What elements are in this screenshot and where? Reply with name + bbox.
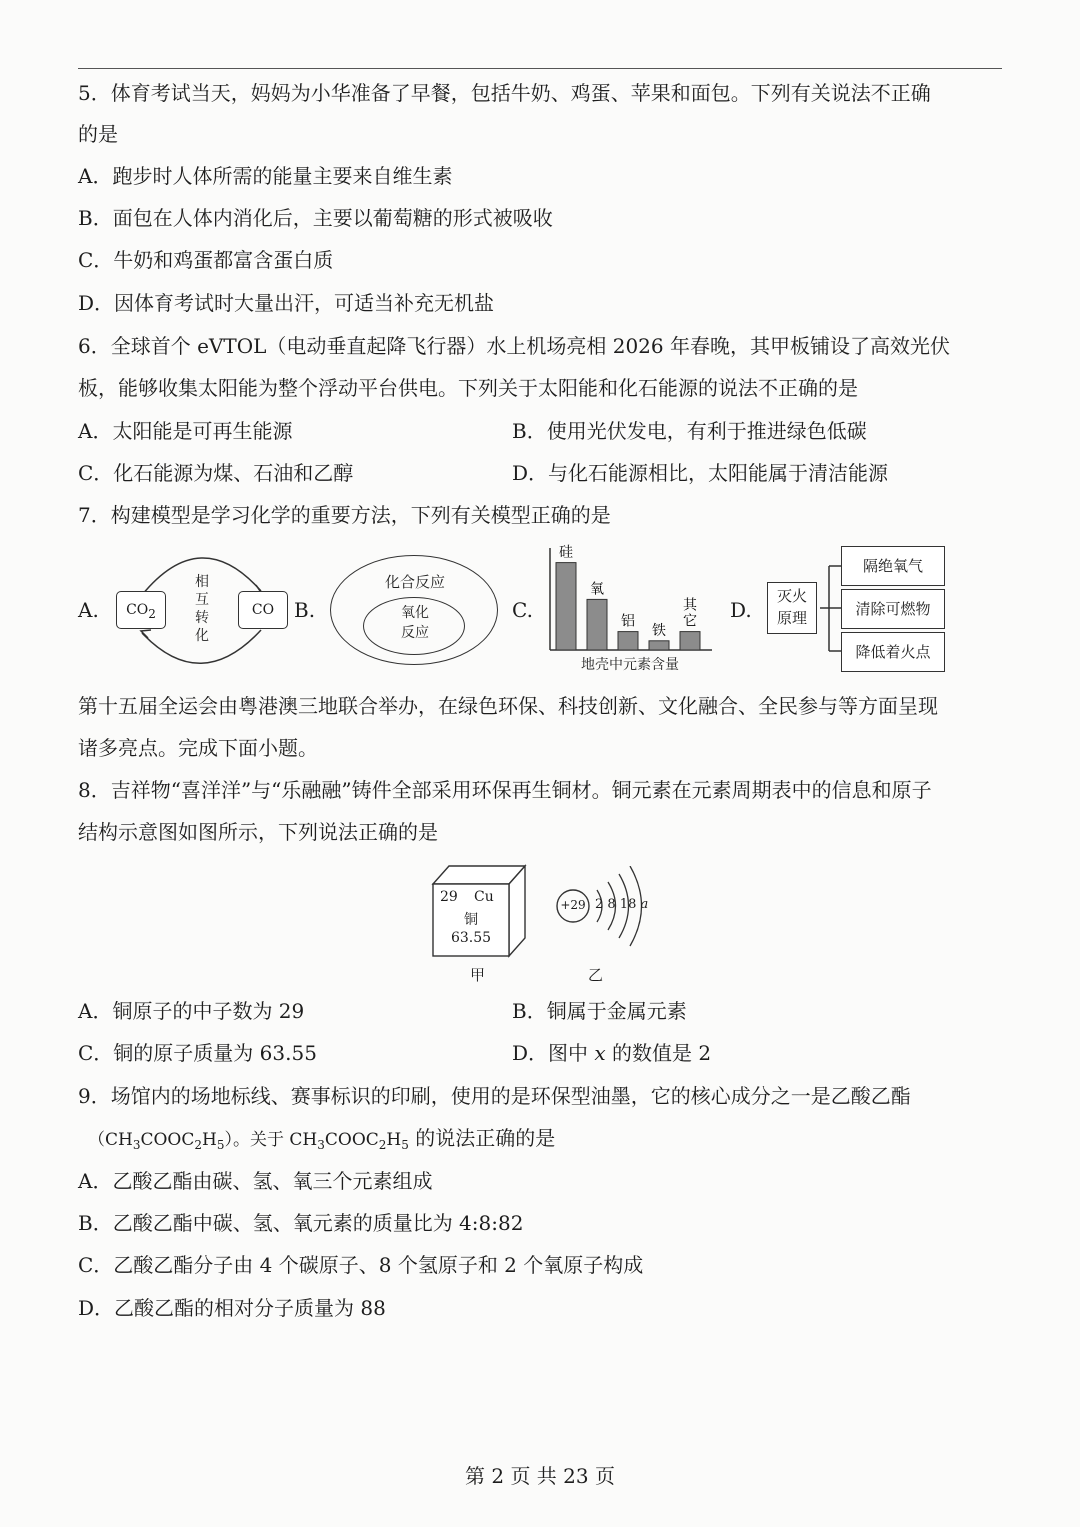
q5-option-d: D．因体育考试时大量出汗，可适当补充无机盐 <box>78 291 495 315</box>
q8-option-a: A．铜原子的中子数为 29 <box>78 999 305 1023</box>
bar-label-3: 铁 <box>652 622 666 639</box>
q6-option-d: D．与化石能源相比，太阳能属于清洁能源 <box>512 461 889 485</box>
bar-label-1: 氧 <box>590 581 604 598</box>
fire-extinguish-principle-box: 灭火 原理 <box>767 582 817 634</box>
q7-figure-a <box>106 545 296 675</box>
lower-ignition-point-box: 降低着火点 <box>841 632 945 672</box>
q5-option-b: B．面包在人体内消化后，主要以葡萄糖的形式被吸收 <box>78 206 553 230</box>
q9-stem-line1: 9．场馆内的场地标线、赛事标识的印刷，使用的是环保型油墨，它的核心成分之一是乙酸乙酯 <box>78 1084 911 1108</box>
intro-line2: 诸多亮点。完成下面小题。 <box>78 736 318 760</box>
bar-0 <box>556 563 576 650</box>
q7-option-a-label: A. <box>78 598 99 622</box>
mutual-conversion-label: 相 互 转 化 <box>195 574 209 644</box>
shell-variable: a <box>640 897 649 912</box>
element-symbol: Cu <box>474 889 494 905</box>
bar-label-2: 铝 <box>621 613 635 630</box>
q8-stem-line1: 8．吉祥物“喜洋洋”与“乐融融”铸件全部采用环保再生铜材。铜元素在元素周期表中的信息和原子 <box>78 778 932 802</box>
q5-option-a: A．跑步时人体所需的能量主要来自维生素 <box>78 164 453 188</box>
q6-option-a: A．太阳能是可再生能源 <box>78 419 293 443</box>
intro-line1: 第十五届全运会由粤港澳三地联合举办，在绿色环保、科技创新、文化融合、全民参与等方面呈现 <box>78 694 938 718</box>
q9-option-b: B．乙酸乙酯中碳、氢、氧元素的质量比为 4:8:82 <box>78 1211 524 1235</box>
q9-option-c: C．乙酸乙酯分子由 4 个碳原子、8 个氢原子和 2 个氧原子构成 <box>78 1253 644 1277</box>
co2-box: $CO_2$ <box>116 591 166 629</box>
bar-2 <box>618 632 638 650</box>
q9-option-d: D．乙酸乙酯的相对分子质量为 88 <box>78 1296 386 1320</box>
caption-yi: 乙 <box>588 966 604 984</box>
atomic-structure-diagram <box>553 866 663 956</box>
co-box: CO <box>238 591 288 629</box>
q5-option-c: C．牛奶和鸡蛋都富含蛋白质 <box>78 248 334 272</box>
atomic-number: 29 <box>440 889 458 905</box>
bar-label-4: 其 <box>683 597 697 614</box>
bar-4 <box>680 632 700 650</box>
q6-option-b: B．使用光伏发电，有利于推进绿色低碳 <box>512 419 867 443</box>
bar-3 <box>649 641 669 650</box>
bar-1 <box>587 599 607 650</box>
q5-stem-line1: 5．体育考试当天，妈妈为小华准备了早餐，包括牛奶、鸡蛋、苹果和面包。下列有关说法不正确 <box>78 81 931 105</box>
q7-figure-c <box>540 538 720 678</box>
q9-stem-line2: $(CH_3COOC_2H_5)$。关于 $CH_3COOC_2H_5$ 的说法正确的是 <box>88 1126 556 1152</box>
q8-stem-line2: 结构示意图如图所示，下列说法正确的是 <box>78 820 438 844</box>
q7-option-b-label: B. <box>294 598 316 622</box>
periodic-table-cell <box>430 862 530 958</box>
isolate-oxygen-box: 隔绝氧气 <box>841 546 945 586</box>
q8-option-c: C．铜的原子质量为 63.55 <box>78 1041 317 1065</box>
nucleus-charge: +29 <box>560 898 586 912</box>
electron-counts: 2 8 18 a <box>595 897 649 912</box>
page-footer: 第 2 页 共 23 页 <box>465 1464 615 1488</box>
caption-jia: 甲 <box>470 966 486 984</box>
chart-caption: 地壳中元素含量 <box>581 657 679 673</box>
q6-stem-line1: 6．全球首个 eVTOL（电动垂直起降飞行器）水上机场亮相 2026 年春晚，其甲板铺设了高效光伏 <box>78 334 950 358</box>
q9-option-a: A．乙酸乙酯由碳、氢、氧三个元素组成 <box>78 1169 433 1193</box>
oxidation-reaction-label: 氧化 反应 <box>401 605 429 641</box>
q6-option-c: C．化石能源为煤、石油和乙醇 <box>78 461 354 485</box>
q6-stem-line2: 板，能够收集太阳能为整个浮动平台供电。下列关于太阳能和化石能源的说法不正确的是 <box>78 376 858 400</box>
q7-figure-b <box>330 555 500 667</box>
remove-combustibles-box: 清除可燃物 <box>841 589 945 629</box>
q8-option-b: B．铜属于金属元素 <box>512 999 687 1023</box>
header-rule <box>78 68 1002 69</box>
q7-figure-d <box>765 544 950 672</box>
q7-option-c-label: C. <box>512 598 533 622</box>
bar-label-0: 硅 <box>559 544 573 561</box>
element-name: 铜 <box>464 912 478 928</box>
q5-stem-line2: 的是 <box>78 122 118 146</box>
q7-stem: 7．构建模型是学习化学的重要方法，下列有关模型正确的是 <box>78 503 611 527</box>
q7-option-d-label: D. <box>730 598 752 622</box>
combination-reaction-label: 化合反应 <box>384 573 445 591</box>
q8-option-d: D．图中 x 的数值是 2 <box>512 1041 712 1065</box>
bar-label-4: 它 <box>683 613 697 630</box>
atomic-mass: 63.55 <box>450 930 492 946</box>
